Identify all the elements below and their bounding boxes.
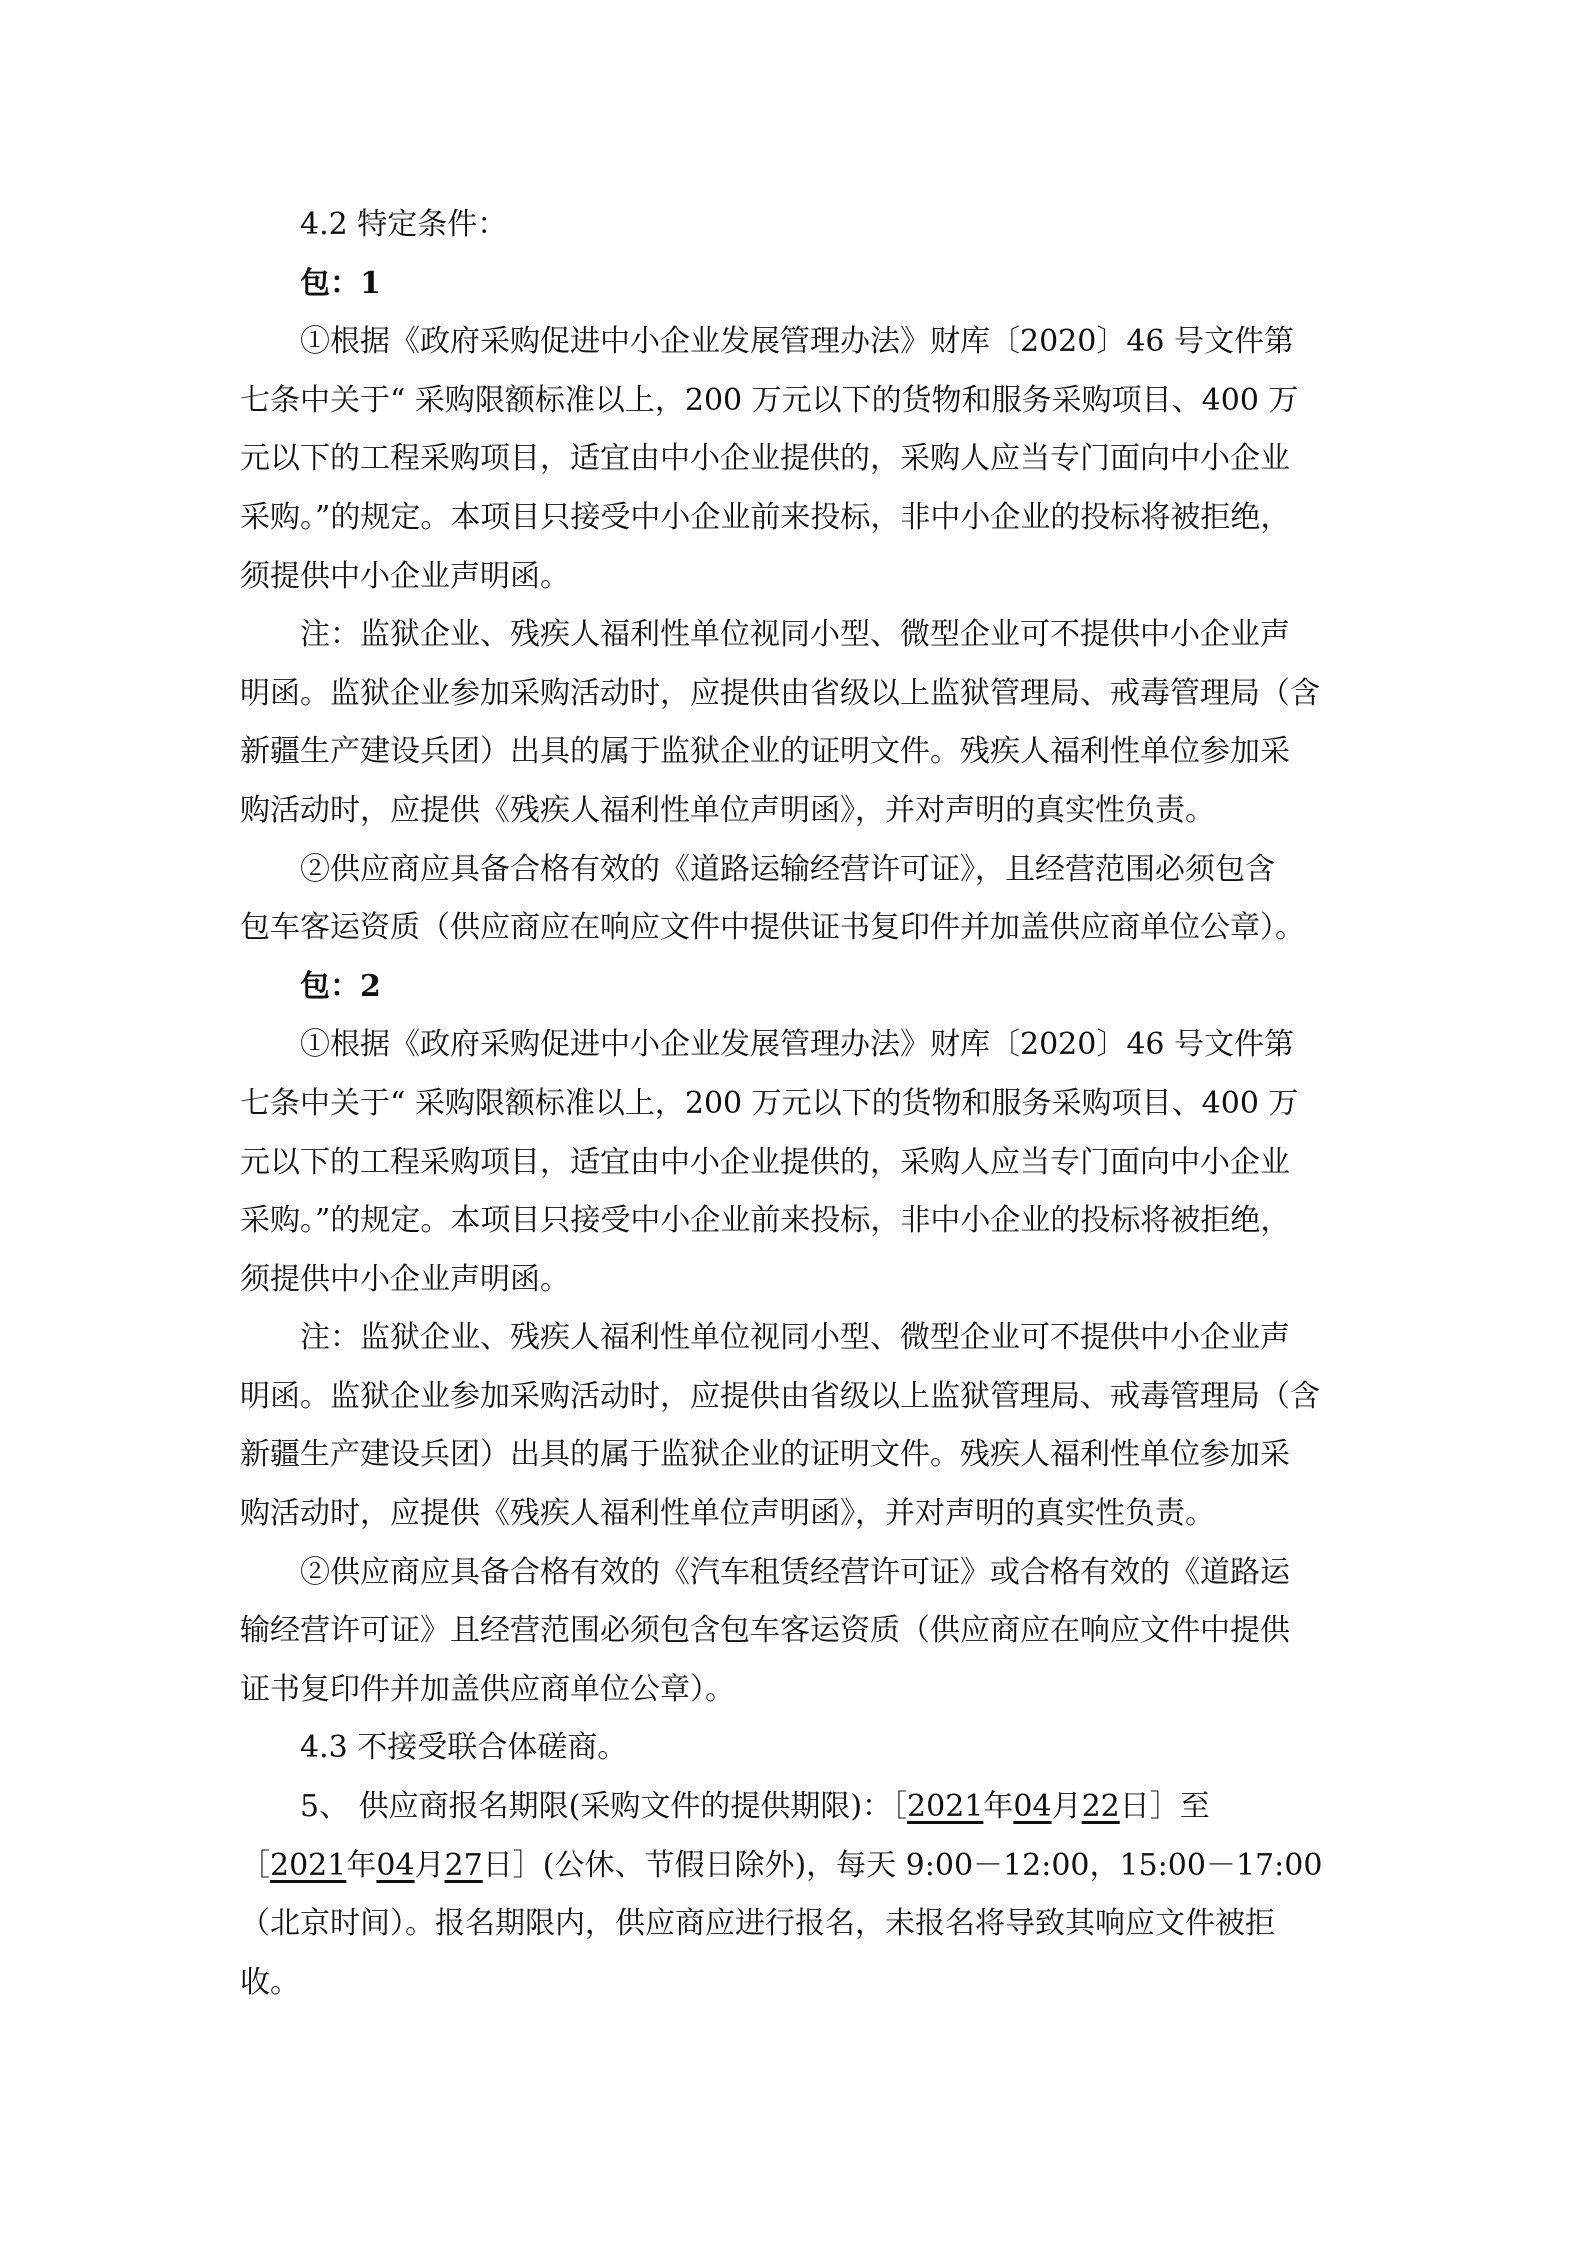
note-line: 注：监狱企业、残疾人福利性单位视同小型、微型企业可不提供中小企业声 (300, 617, 1290, 653)
month-label: 月 (414, 1847, 445, 1883)
end-month: 04 (376, 1847, 415, 1883)
package-2-heading: 包：2 (300, 968, 381, 1004)
end-day: 27 (444, 1847, 483, 1883)
paragraph-line: 证书复印件并加盖供应商单位公章）。 (240, 1671, 735, 1707)
start-year: 2021 (907, 1789, 984, 1825)
paragraph-line: 须提供中小企业声明函。 (240, 1261, 570, 1297)
paragraph-line: ②供应商应具备合格有效的《道路运输经营许可证》，且经营范围必须包含 (300, 851, 1275, 887)
registration-hours: ］(公休、节假日除外)，每天 9:00－12:00，15:00－17:00 (512, 1847, 1323, 1883)
paragraph-line: ②供应商应具备合格有效的《汽车租赁经营许可证》或合格有效的《道路运 (300, 1554, 1290, 1590)
registration-period-line-4: 收。 (240, 1964, 300, 2000)
month-label: 月 (1051, 1789, 1082, 1825)
paragraph-line: ①根据《政府采购促进中小企业发展管理办法》财库〔2020〕46 号文件第 (300, 324, 1295, 360)
note-line: 购活动时，应提供《残疾人福利性单位声明函》，并对声明的真实性负责。 (240, 1496, 1215, 1532)
end-year: 2021 (270, 1847, 347, 1883)
note-line: 新疆生产建设兵团）出具的属于监狱企业的证明文件。残疾人福利性单位参加采 (240, 1437, 1290, 1473)
paragraph-line: 七条中关于“ 采购限额标准以上，200 万元以下的货物和服务采购项目、400 万 (240, 382, 1299, 418)
section-heading-4-2: 4.2 特定条件： (300, 207, 508, 242)
section-heading-4-3: 4.3 不接受联合体磋商。 (300, 1730, 628, 1766)
registration-label: 5、 供应商报名期限(采购文件的提供期限)：［ (300, 1789, 908, 1825)
bracket-open: ［ (240, 1847, 270, 1883)
registration-to: ］至 (1149, 1789, 1210, 1825)
note-line: 购活动时，应提供《残疾人福利性单位声明函》，并对声明的真实性负责。 (240, 792, 1215, 828)
paragraph-line: ①根据《政府采购促进中小企业发展管理办法》财库〔2020〕46 号文件第 (300, 1027, 1295, 1063)
document-body (240, 196, 1350, 2012)
paragraph-line: 采购。”的规定。本项目只接受中小企业前来投标，非中小企业的投标将被拒绝， (240, 1203, 1291, 1239)
day-label: 日 (1119, 1789, 1150, 1825)
paragraph-line: 须提供中小企业声明函。 (240, 558, 570, 594)
start-day: 22 (1081, 1789, 1120, 1825)
paragraph-line: 元以下的工程采购项目，适宜由中小企业提供的，采购人应当专门面向中小企业 (240, 441, 1290, 477)
paragraph-line: 元以下的工程采购项目，适宜由中小企业提供的，采购人应当专门面向中小企业 (240, 1144, 1290, 1180)
paragraph-line: 采购。”的规定。本项目只接受中小企业前来投标，非中小企业的投标将被拒绝， (240, 499, 1291, 535)
registration-period-line-2 (240, 1837, 1350, 1896)
registration-period-line-1 (240, 1778, 1350, 1837)
registration-period-line-3: （北京时间）。报名期限内，供应商应进行报名，未报名将导致其响应文件被拒 (240, 1906, 1275, 1942)
paragraph-line: 输经营许可证》且经营范围必须包含包车客运资质（供应商应在响应文件中提供 (240, 1613, 1290, 1649)
note-line: 新疆生产建设兵团）出具的属于监狱企业的证明文件。残疾人福利性单位参加采 (240, 734, 1290, 770)
note-line: 明函。监狱企业参加采购活动时，应提供由省级以上监狱管理局、戒毒管理局（含 (240, 1378, 1320, 1414)
note-line: 明函。监狱企业参加采购活动时，应提供由省级以上监狱管理局、戒毒管理局（含 (240, 675, 1320, 711)
year-label: 年 (983, 1789, 1014, 1825)
paragraph-line: 包车客运资质（供应商应在响应文件中提供证书复印件并加盖供应商单位公章）。 (240, 910, 1305, 946)
day-label: 日 (482, 1847, 513, 1883)
paragraph-line: 七条中关于“ 采购限额标准以上，200 万元以下的货物和服务采购项目、400 万 (240, 1085, 1299, 1121)
start-month: 04 (1013, 1789, 1052, 1825)
year-label: 年 (346, 1847, 377, 1883)
package-1-heading: 包：1 (300, 265, 381, 301)
note-line: 注：监狱企业、残疾人福利性单位视同小型、微型企业可不提供中小企业声 (300, 1320, 1290, 1356)
